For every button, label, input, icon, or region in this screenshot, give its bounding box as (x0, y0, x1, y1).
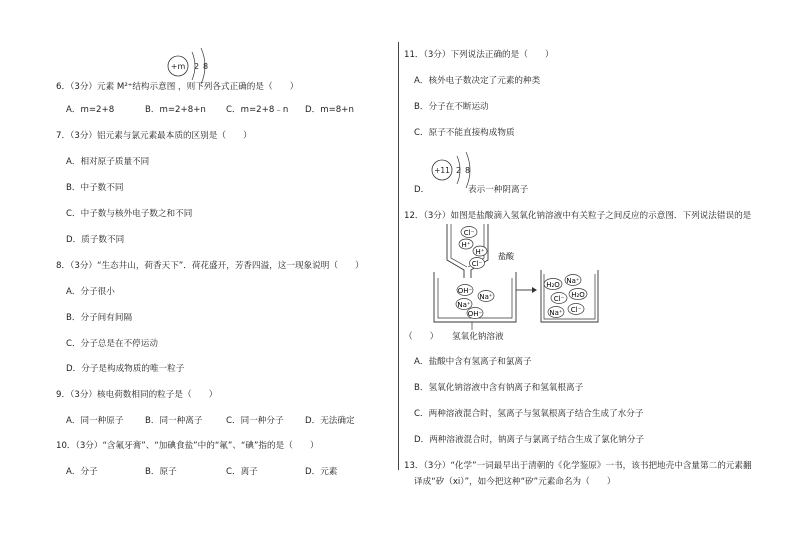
q7-stem: 7．（3分）铝元素与氯元素最本质的区别是（ ） (56, 131, 252, 141)
q12-option-c[interactable]: C．两种溶液混合时，氢离子与氢氧根离子结合生成了水分子 (414, 409, 644, 419)
particle-label: OH⁻ (467, 310, 483, 318)
q10-option-a[interactable]: A．分子 (66, 467, 98, 477)
q11-option-d-text: 表示一种阴离子 (468, 185, 529, 195)
q11-option-d-prefix[interactable]: D． (414, 185, 430, 195)
particle-label: Cl⁻ (553, 295, 565, 303)
q10-stem: 10．（3分）“含氟牙膏”、“加碘食盐”中的“氟”、“碘”指的是（ ） (56, 441, 319, 451)
nucleus-label: +m (170, 62, 186, 71)
q7-option-c[interactable]: C．中子数与核外电子数之和不同 (66, 209, 193, 219)
q13-stem-line1: 13．（3分）“化学”一词最早出于清朝的《化学鉴原》一书，该书把地壳中含量第二的元素翻 (404, 461, 752, 471)
q6-option-d[interactable]: D．m=8+n (305, 105, 354, 115)
q6-option-c[interactable]: C．m=2+8﹣n (226, 105, 289, 115)
q12-option-b[interactable]: B．氢氧化钠溶液中含有钠离子和氢氧根离子 (414, 383, 584, 393)
q8-option-a[interactable]: A．分子很小 (66, 287, 115, 297)
particle-label: Cl⁻ (570, 306, 582, 314)
shell-2-count: 8 (465, 166, 471, 175)
q6-option-b[interactable]: B．m=2+8+n (145, 105, 206, 115)
reaction-arrow-head (532, 287, 537, 293)
q8-option-d[interactable]: D．分子是构成物质的唯一粒子 (66, 364, 185, 374)
q9-option-a[interactable]: A．同一种原子 (66, 416, 124, 426)
q12-option-d[interactable]: D．两种溶液混合时，钠离子与氯离子结合生成了氯化钠分子 (414, 435, 645, 445)
q8-option-c[interactable]: C．分子总是在不停运动 (66, 339, 158, 349)
particle-label: Cl⁻ (471, 260, 483, 268)
shell-2-count: 8 (203, 62, 209, 71)
q10-option-b[interactable]: B．原子 (145, 467, 177, 477)
particle-label: Na⁺ (457, 301, 471, 309)
q11-option-c[interactable]: C．原子不能直接构成物质 (414, 128, 515, 138)
q9-option-b[interactable]: B．同一种离子 (145, 416, 203, 426)
q6-option-a[interactable]: A．m=2+8 (66, 105, 115, 115)
q7-option-d[interactable]: D．质子数不同 (66, 235, 125, 245)
particle-label: Na⁺ (566, 277, 580, 285)
particle-label: Na⁺ (549, 309, 563, 317)
hcl-label: 盐酸 (498, 252, 514, 261)
particle-label: H⁺ (461, 241, 471, 249)
q7-option-a[interactable]: A．相对原子质量不同 (66, 157, 150, 167)
atom-structure-diagram (160, 44, 216, 84)
neutralization-diagram (420, 222, 620, 330)
q11-stem: 11．（3分）下列说法正确的是（ ） (404, 50, 554, 60)
q12-blank: （ ） (404, 332, 439, 342)
q13-stem-line2: 译成“矽（xi）”，如今把这种“矽”元素命名为（ ） (414, 477, 616, 487)
particle-label: H₂O (546, 281, 560, 289)
nucleus-label: +11 (434, 166, 450, 175)
q7-option-b[interactable]: B．中子数不同 (66, 183, 124, 193)
particle-label: H⁺ (475, 248, 485, 256)
particle-label: Cl⁻ (463, 229, 475, 237)
particle-label: H₂O (571, 291, 585, 299)
q8-stem: 8．（3分）“生态井山，荷香天下”．荷花盛开，芳香四溢，这一现象说明（ ） (56, 261, 364, 271)
shell-1-count: 2 (456, 166, 462, 175)
q9-option-c[interactable]: C．同一种分子 (226, 416, 284, 426)
column-divider (398, 42, 399, 470)
q9-stem: 9．（3分）核电荷数相同的粒子是（ ） (56, 390, 218, 400)
q12-stem: 12．（3分）如图是盐酸滴入氢氧化钠溶液中有关粒子之间反应的示意图．下列说法错误的是 (404, 211, 752, 221)
q8-option-b[interactable]: B．分子间有间隔 (66, 313, 133, 323)
particle-label: Na⁺ (479, 293, 493, 301)
particle-label: OH⁻ (457, 287, 473, 295)
q6-stem: 6．（3分）元素 M²⁺结构示意图 ，则下列各式正确的是（ ） (56, 82, 299, 92)
q12-option-a[interactable]: A．盐酸中含有氢离子和氯离子 (414, 357, 532, 367)
naoh-label: 氢氧化钠溶液 (452, 332, 504, 342)
q10-option-d[interactable]: D．元素 (305, 467, 338, 477)
q11-option-b[interactable]: B．分子在不断运动 (414, 102, 489, 112)
q10-option-c[interactable]: C．离子 (226, 467, 258, 477)
q9-option-d[interactable]: D．无法确定 (305, 416, 355, 426)
q11-option-a[interactable]: A．核外电子数决定了元素的种类 (414, 76, 541, 86)
shell-1-count: 2 (194, 62, 200, 71)
